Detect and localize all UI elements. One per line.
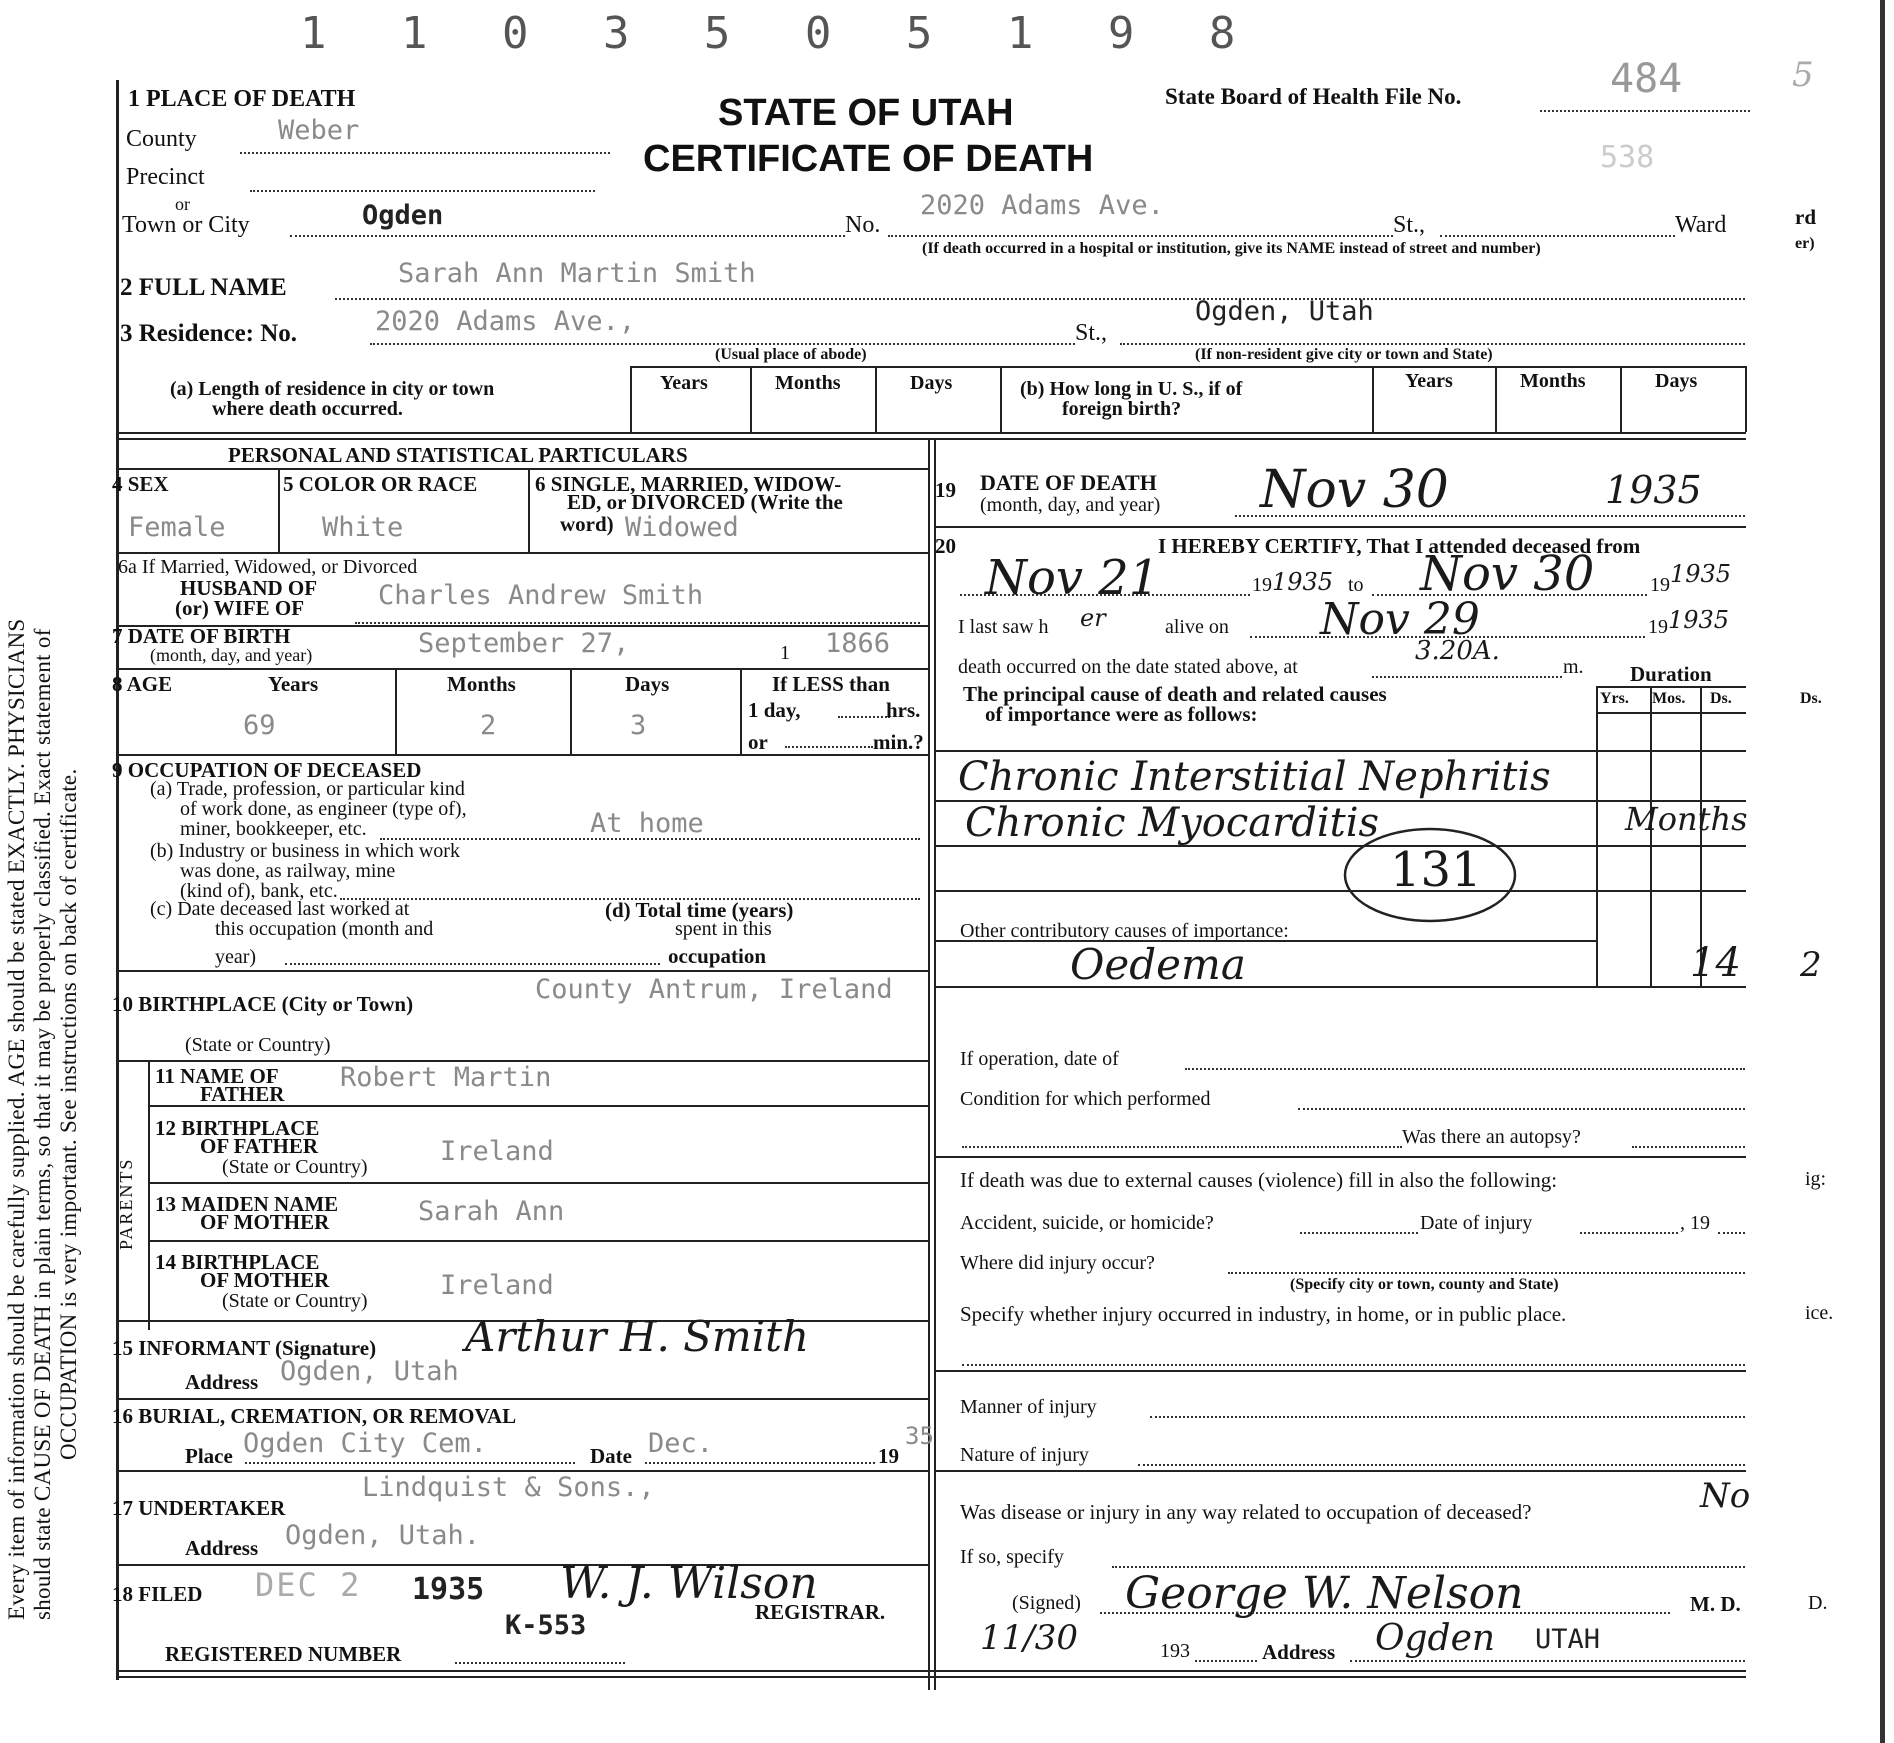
physician-signature: George W. Nelson [1125, 1568, 1524, 1619]
edge-ig: ig: [1805, 1168, 1827, 1190]
registered-number-value: K-553 [505, 1610, 587, 1641]
contributory-duration: 14 [1690, 940, 1741, 986]
occupation-related-label: Was disease or injury in any way related to occupation of deceased? [960, 1500, 1532, 1524]
age-months-value: 2 [480, 710, 497, 741]
attended-from-value: Nov 21 [985, 550, 1160, 606]
last-saw-label: I last saw h [958, 616, 1049, 638]
residence-label: 3 Residence: No. [120, 320, 298, 347]
length-years-label: Years [660, 372, 708, 394]
attended-to-year-hand: 1935 [1670, 560, 1732, 588]
title-state: STATE OF UTAH [718, 92, 1014, 134]
external-causes-label: If death was due to external causes (violence) fill in also the following: [960, 1168, 1558, 1192]
ward-label: Ward [1675, 212, 1727, 238]
file-number-label: State Board of Health File No. [1165, 84, 1462, 109]
less-label-c: hrs. [886, 698, 921, 722]
injury-where-label: Where did injury occur? [960, 1252, 1155, 1274]
cause-label-b: of importance were as follows: [985, 702, 1258, 726]
edge-d: D. [1808, 1592, 1828, 1614]
length-months-label: Months [775, 372, 841, 394]
address-no-value: 2020 Adams Ave. [920, 190, 1164, 221]
age-days-value: 3 [630, 710, 647, 741]
occupation-a1: (a) Trade, profession, or particular kind [150, 778, 465, 800]
nature-label: Nature of injury [960, 1444, 1089, 1466]
last-saw-year-prefix: 19 [1648, 616, 1668, 638]
instructions-sidebar [0, 0, 105, 1743]
full-name-value: Sarah Ann Martin Smith [398, 258, 756, 289]
edge-rd: rd [1795, 205, 1816, 229]
personal-particulars-header: PERSONAL AND STATISTICAL PARTICULARS [228, 443, 688, 467]
occupation-d2: spent in this [675, 918, 772, 940]
birthplace-value: County Antrum, Ireland [535, 974, 893, 1005]
contributory-label: Other contributory causes of importance: [960, 920, 1289, 942]
usual-abode-note: (Usual place of abode) [715, 346, 867, 363]
filed-stamp: DEC 2 [255, 1566, 362, 1604]
county-value: Weber [278, 115, 360, 146]
us-days-label: Days [1655, 370, 1698, 392]
burial-date-label: Date [590, 1444, 632, 1468]
age-years-label: Years [268, 672, 319, 696]
burial-place-value: Ogden City Cem. [243, 1428, 487, 1459]
dod-sub: (month, day, and year) [980, 494, 1161, 516]
spouse-value: Charles Andrew Smith [378, 580, 704, 611]
edge-ds: Ds. [1800, 690, 1822, 707]
age-label: 8 AGE [112, 672, 173, 696]
father-label-a: 11 NAME OF [155, 1064, 279, 1088]
us-label-a: (b) How long in U. S., if of [1020, 378, 1243, 400]
burial-date-value: Dec. [648, 1428, 714, 1459]
cause-code: 131 [1390, 842, 1482, 898]
edge-er: er) [1795, 235, 1815, 252]
us-months-label: Months [1520, 370, 1586, 392]
less-label-e: min.? [873, 730, 924, 754]
contributory-value: Oedema [1070, 940, 1246, 989]
marital-label-a: 6 SINGLE, MARRIED, WIDOW- [535, 472, 842, 496]
hospital-note: (If death occurred in a hospital or institution, give its NAME instead of street and number) [922, 240, 1541, 257]
autopsy-label: Was there an autopsy? [1402, 1126, 1581, 1148]
occupation-related-value: No [1700, 1476, 1751, 1516]
marital-label-c: word) [560, 512, 614, 536]
full-name-label: 2 FULL NAME [120, 274, 287, 301]
undertaker-address-label: Address [185, 1536, 259, 1560]
injury-year: , 19 [1680, 1212, 1710, 1234]
instructions-line-3: OCCUPATION is very important. See instructions on back of certificate. [56, 768, 81, 1460]
dob-sub: (month, day, and year) [150, 645, 313, 665]
burial-label: 16 BURIAL, CREMATION, OR REMOVAL [112, 1404, 517, 1428]
length-days-label: Days [910, 372, 953, 394]
dob-year-prefix: 1 [780, 642, 790, 664]
father-birthplace-label-a: 12 BIRTHPLACE [155, 1116, 320, 1140]
md-label: M. D. [1690, 1592, 1741, 1616]
undertaker-value: Lindquist & Sons., [362, 1472, 655, 1503]
color-value: White [322, 512, 404, 543]
dod-number: 19 [935, 478, 956, 502]
or-label: or [175, 194, 190, 214]
cause-label-a: The principal cause of death and related causes [963, 682, 1387, 706]
birthplace-label: 10 BIRTHPLACE (City or Town) [112, 992, 414, 1016]
dob-value: September 27, [418, 628, 630, 659]
spouse-label-b: HUSBAND OF [180, 576, 318, 600]
document-number: 1 1 0 3 5 0 5 1 9 8 [300, 8, 1260, 59]
spouse-label-c: (or) WIFE OF [175, 596, 305, 620]
edge-five: 5 [1792, 55, 1814, 95]
sex-value: Female [128, 512, 226, 543]
instructions-line-2: should state CAUSE OF DEATH in plain terms, so that it may be properly classified. Exact statement of [30, 628, 55, 1620]
attended-from-year: 19 [1252, 574, 1272, 596]
death-occurred-label: death occurred on the date stated above, at [958, 656, 1298, 678]
last-saw-value: Nov 29 [1320, 594, 1480, 645]
occupation-c3: year) [215, 946, 257, 968]
edge-ce: ice. [1805, 1302, 1834, 1324]
injury-specify-label: Specify whether injury occurred in industry, in home, or in public place. [960, 1302, 1567, 1326]
time-of-death: 3.20A. [1415, 636, 1500, 666]
age-months-label: Months [447, 672, 516, 696]
mother-label-b: OF MOTHER [200, 1210, 330, 1234]
sign-year: 193 [1160, 1640, 1190, 1662]
address-no-label: No. [845, 212, 881, 238]
dod-label: DATE OF DEATH [980, 470, 1157, 495]
occupation-value: At home [590, 808, 704, 839]
mother-value: Sarah Ann [418, 1196, 565, 1227]
less-label-a: If LESS than [772, 672, 890, 696]
age-days-label: Days [625, 672, 670, 696]
attended-to-year: 19 [1650, 574, 1670, 596]
occupation-d1: (d) Total time (years) [605, 898, 794, 922]
informant-signature: Arthur H. Smith [465, 1312, 810, 1361]
registered-number-label: REGISTERED NUMBER [165, 1642, 402, 1666]
place-of-death-section: 1 PLACE OF DEATH [128, 86, 356, 112]
alive-on-label: alive on [1165, 616, 1229, 638]
duration-ds: Ds. [1710, 690, 1732, 707]
residence-street-label: St., [1075, 320, 1108, 346]
informant-address-value: Ogden, Utah [280, 1356, 459, 1387]
last-saw-year: 1935 [1668, 606, 1730, 634]
page-edge [1880, 0, 1885, 1743]
dod-year: 1935 [1605, 468, 1702, 512]
sex-label: 4 SEX [112, 472, 169, 496]
mother-birthplace-label-a: 14 BIRTHPLACE [155, 1250, 320, 1274]
occupation-a2: of work done, as engineer (type of), [180, 798, 467, 820]
occupation-c2: this occupation (month and [215, 918, 434, 940]
mother-label-a: 13 MAIDEN NAME [155, 1192, 339, 1216]
birthplace-state-country: (State or Country) [185, 1034, 331, 1056]
street-label: St., [1393, 212, 1426, 238]
marital-label-b: ED, or DIVORCED (Write the [567, 490, 843, 514]
parents-label: PARENTS [116, 1157, 136, 1250]
informant-label: 15 INFORMANT (Signature) [112, 1336, 377, 1360]
town-label: Town or City [122, 212, 250, 238]
occupation-b2: was done, as railway, mine [180, 860, 396, 882]
condition-label: Condition for which performed [960, 1088, 1211, 1110]
accident-label: Accident, suicide, or homicide? [960, 1212, 1214, 1234]
m-label: m. [1563, 656, 1584, 678]
instructions-line-1: Every item of information should be carefully supplied. AGE should be stated EXACTLY. PHYSICIANS [4, 618, 29, 1620]
marital-value: Widowed [625, 512, 739, 543]
file-number-value-2: 538 [1600, 140, 1655, 175]
undertaker-label: 17 UNDERTAKER [112, 1496, 286, 1520]
cause-1: Chronic Interstitial Nephritis [958, 754, 1551, 800]
undertaker-address-value: Ogden, Utah. [285, 1520, 481, 1551]
residence-city-value: Ogden, Utah [1195, 296, 1374, 327]
father-birthplace-value: Ireland [440, 1136, 554, 1167]
if-so-label: If so, specify [960, 1546, 1064, 1568]
certify-number: 20 [935, 534, 956, 558]
us-label-b: foreign birth? [1062, 398, 1182, 420]
father-label-b: FATHER [200, 1082, 285, 1106]
occupation-c1: (c) Date deceased last worked at [150, 898, 410, 920]
cause-duration: Months [1625, 800, 1748, 838]
occupation-b1: (b) Industry or business in which work [150, 840, 460, 862]
father-birthplace-label-c: (State or Country) [222, 1156, 368, 1178]
sign-date: 11/30 [980, 1618, 1078, 1658]
physician-address-value: Ogden [1375, 1618, 1496, 1659]
edge-two: 2 [1800, 945, 1822, 985]
precinct-label: Precinct [126, 164, 205, 190]
mother-birthplace-label-b: OF MOTHER [200, 1268, 330, 1292]
physician-state: UTAH [1535, 1624, 1601, 1655]
occupation-label: 9 OCCUPATION OF DECEASED [112, 758, 422, 782]
manner-label: Manner of injury [960, 1396, 1097, 1418]
father-value: Robert Martin [340, 1062, 552, 1093]
mother-birthplace-value: Ireland [440, 1270, 554, 1301]
filed-year: 1935 [412, 1572, 485, 1607]
duration-label: Duration [1630, 662, 1712, 686]
occupation-d3: occupation [668, 944, 767, 968]
signed-label: (Signed) [1012, 1592, 1081, 1614]
age-years-value: 69 [243, 710, 276, 741]
dob-label: 7 DATE OF BIRTH [112, 624, 291, 648]
file-number-value: 484 [1610, 56, 1683, 102]
spouse-label-a: 6a If Married, Widowed, or Divorced [118, 556, 418, 578]
color-label: 5 COLOR OR RACE [283, 472, 478, 496]
dod-value: Nov 30 [1260, 460, 1449, 520]
certify-text: I HEREBY CERTIFY, That I attended deceased from [1158, 534, 1641, 558]
physician-address-label: Address [1262, 1640, 1336, 1664]
length-residence-label-a: (a) Length of residence in city or town [170, 378, 495, 400]
attended-from-year-hand: 1935 [1272, 568, 1334, 596]
dob-year: 1866 [825, 628, 891, 659]
less-label-d: or [748, 730, 768, 754]
less-label-b: 1 day, [748, 698, 801, 722]
operation-label: If operation, date of [960, 1048, 1119, 1070]
length-residence-label-b: where death occurred. [212, 398, 403, 420]
title-certificate: CERTIFICATE OF DEATH [643, 138, 1094, 180]
informant-address-label: Address [185, 1370, 259, 1394]
to-label: to [1348, 574, 1364, 596]
town-value: Ogden [362, 200, 444, 231]
county-label: County [126, 126, 197, 152]
cause-2: Chronic Myocarditis [965, 800, 1380, 846]
residence-value: 2020 Adams Ave., [375, 306, 636, 337]
mother-birthplace-label-c: (State or Country) [222, 1290, 368, 1312]
registrar-label: REGISTRAR. [755, 1600, 886, 1624]
last-saw-her: er [1080, 604, 1106, 632]
duration-mos: Mos. [1652, 690, 1686, 707]
filed-label: 18 FILED [112, 1582, 203, 1606]
occupation-a3: miner, bookkeeper, etc. [180, 818, 367, 840]
burial-year: 35 [905, 1422, 934, 1450]
registrar-signature: W. J. Wilson [560, 1558, 818, 1609]
attended-to-value: Nov 30 [1420, 546, 1595, 602]
father-birthplace-label-b: OF FATHER [200, 1134, 319, 1158]
injury-where-note: (Specify city or town, county and State) [1290, 1276, 1559, 1293]
injury-date-label: Date of injury [1420, 1212, 1533, 1234]
duration-yrs: Yrs. [1600, 690, 1629, 707]
occupation-b3: (kind of), bank, etc. [180, 880, 338, 902]
us-years-label: Years [1405, 370, 1453, 392]
non-resident-note: (If non-resident give city or town and State) [1195, 346, 1493, 363]
burial-year-prefix: 19 [878, 1444, 899, 1468]
burial-place-label: Place [185, 1444, 233, 1468]
